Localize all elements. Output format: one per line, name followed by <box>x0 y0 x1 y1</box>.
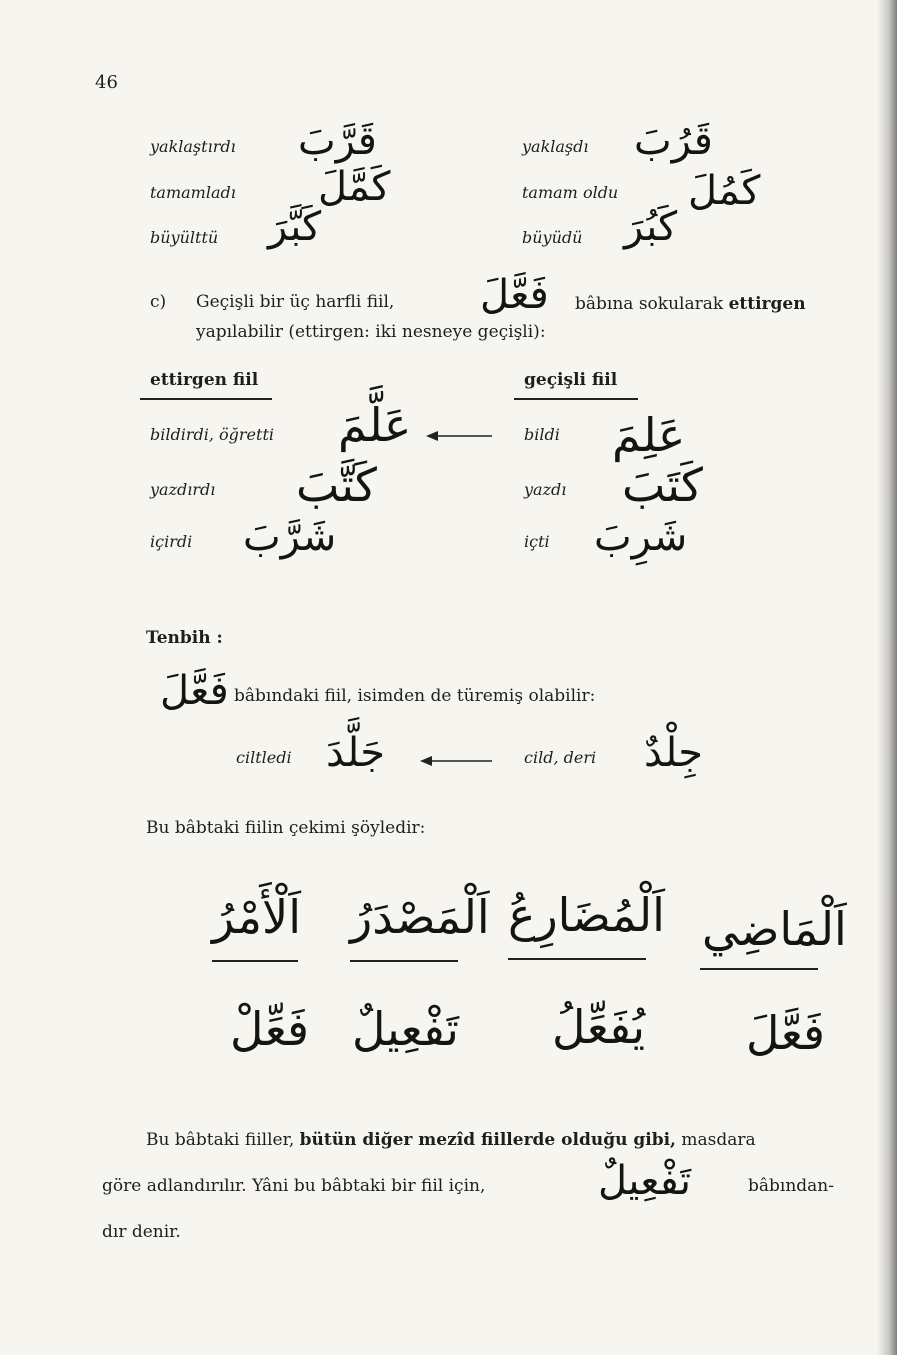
closing-line-1 <box>146 1130 756 1150</box>
section-c-line1-after-bold: ettirgen <box>728 294 806 314</box>
tenbih-example-left-ar: جَلَّدَ <box>326 730 385 776</box>
page-number: 46 <box>95 72 118 93</box>
pair-left-tr: büyülttü <box>150 228 219 247</box>
pair-right-ar: قَرُبَ <box>634 118 713 164</box>
conjugation-form-masdar: تَفْعِيلٌ <box>352 1002 459 1056</box>
column-right-ar: كَتَبَ <box>622 458 703 512</box>
conjugation-header-amr: اَلْأَمْرُ <box>212 890 302 944</box>
pair-right-tr: tamam oldu <box>522 183 619 202</box>
left-column-header: ettirgen fiil <box>150 370 259 390</box>
conjugation-underline <box>212 960 298 962</box>
tenbih-arabic: فَعَّلَ <box>160 668 229 714</box>
column-left-ar: كَتَّبَ <box>296 458 377 512</box>
column-left-ar: شَرَّبَ <box>243 514 337 560</box>
closing-line1-bold: bütün diğer mezîd fiillerde olduğu gibi, <box>299 1130 676 1150</box>
conjugation-underline <box>350 960 458 962</box>
column-right-tr: yazdı <box>524 480 567 499</box>
column-right-ar: عَلِمَ <box>612 408 686 462</box>
pair-right-ar: كَبُرَ <box>624 204 678 250</box>
column-left-ar: عَلَّمَ <box>338 398 412 452</box>
left-header-underline <box>140 398 272 400</box>
left-arrow-icon <box>424 429 494 443</box>
conjugation-form-mudari: يُفَعِّلُ <box>552 1000 646 1054</box>
page-edge-shadow <box>877 0 897 1355</box>
tenbih-example-right-tr: cild, deri <box>524 748 597 767</box>
right-header-underline <box>514 398 638 400</box>
pair-left-ar: كَبَّرَ <box>268 204 322 250</box>
pair-right-tr: yaklaşdı <box>522 137 589 156</box>
tenbih-text: bâbındaki fiil, isimden de türemiş olabilir: <box>234 686 596 706</box>
column-right-ar: شَرِبَ <box>594 514 688 560</box>
pair-left-tr: tamamladı <box>150 183 236 202</box>
pair-left-ar: كَمَّلَ <box>318 164 391 210</box>
closing-line1-regular-a: Bu bâbtaki fiiller, <box>146 1130 295 1150</box>
section-c-line1-before: Geçişli bir üç harfli fiil, <box>196 292 395 312</box>
pair-left-tr: yaklaştırdı <box>150 137 236 156</box>
right-column-header: geçişli fiil <box>524 370 618 390</box>
pair-right-ar: كَمُلَ <box>688 168 761 214</box>
closing-line2-b: bâbından- <box>748 1176 834 1196</box>
conjugation-intro: Bu bâbtaki fiilin çekimi şöyledir: <box>146 818 426 838</box>
tenbih-label: Tenbih : <box>146 628 223 648</box>
conjugation-header-madi: اَلْمَاضِي <box>702 902 847 956</box>
closing-line3: dır denir. <box>102 1222 181 1242</box>
conjugation-form-amr: فَعِّلْ <box>230 1002 310 1056</box>
pair-left-ar: قَرَّبَ <box>298 118 377 164</box>
column-left-tr: yazdırdı <box>150 480 216 499</box>
closing-line2-arabic: تَفْعِيلٌ <box>598 1158 692 1204</box>
closing-line1-regular-b: masdara <box>681 1130 756 1150</box>
column-right-tr: içti <box>524 532 550 551</box>
section-c-line2: yapılabilir (ettirgen: iki nesneye geçişli): <box>196 322 546 342</box>
column-left-tr: içirdi <box>150 532 193 551</box>
closing-line2-a: göre adlandırılır. Yâni bu bâbtaki bir fiil için, <box>102 1176 486 1196</box>
conjugation-form-madi: فَعَّلَ <box>746 1006 826 1060</box>
column-left-tr: bildirdi, öğretti <box>150 425 274 444</box>
tenbih-example-left-tr: ciltledi <box>236 748 292 767</box>
column-right-tr: bildi <box>524 425 560 444</box>
section-c-line1-after-regular: bâbına sokularak <box>575 294 724 314</box>
section-marker: c) <box>150 292 167 312</box>
conjugation-header-masdar: اَلْمَصْدَرُ <box>350 890 490 944</box>
conjugation-header-mudari: اَلْمُضَارِعُ <box>508 888 665 942</box>
tenbih-example-right-ar: جِلْدٌ <box>644 730 703 776</box>
conjugation-underline <box>700 968 818 970</box>
pair-right-tr: büyüdü <box>522 228 583 247</box>
left-arrow-icon <box>418 754 494 768</box>
conjugation-underline <box>508 958 646 960</box>
section-c-arabic: فَعَّلَ <box>480 272 549 318</box>
section-c-line1-after <box>575 294 806 314</box>
